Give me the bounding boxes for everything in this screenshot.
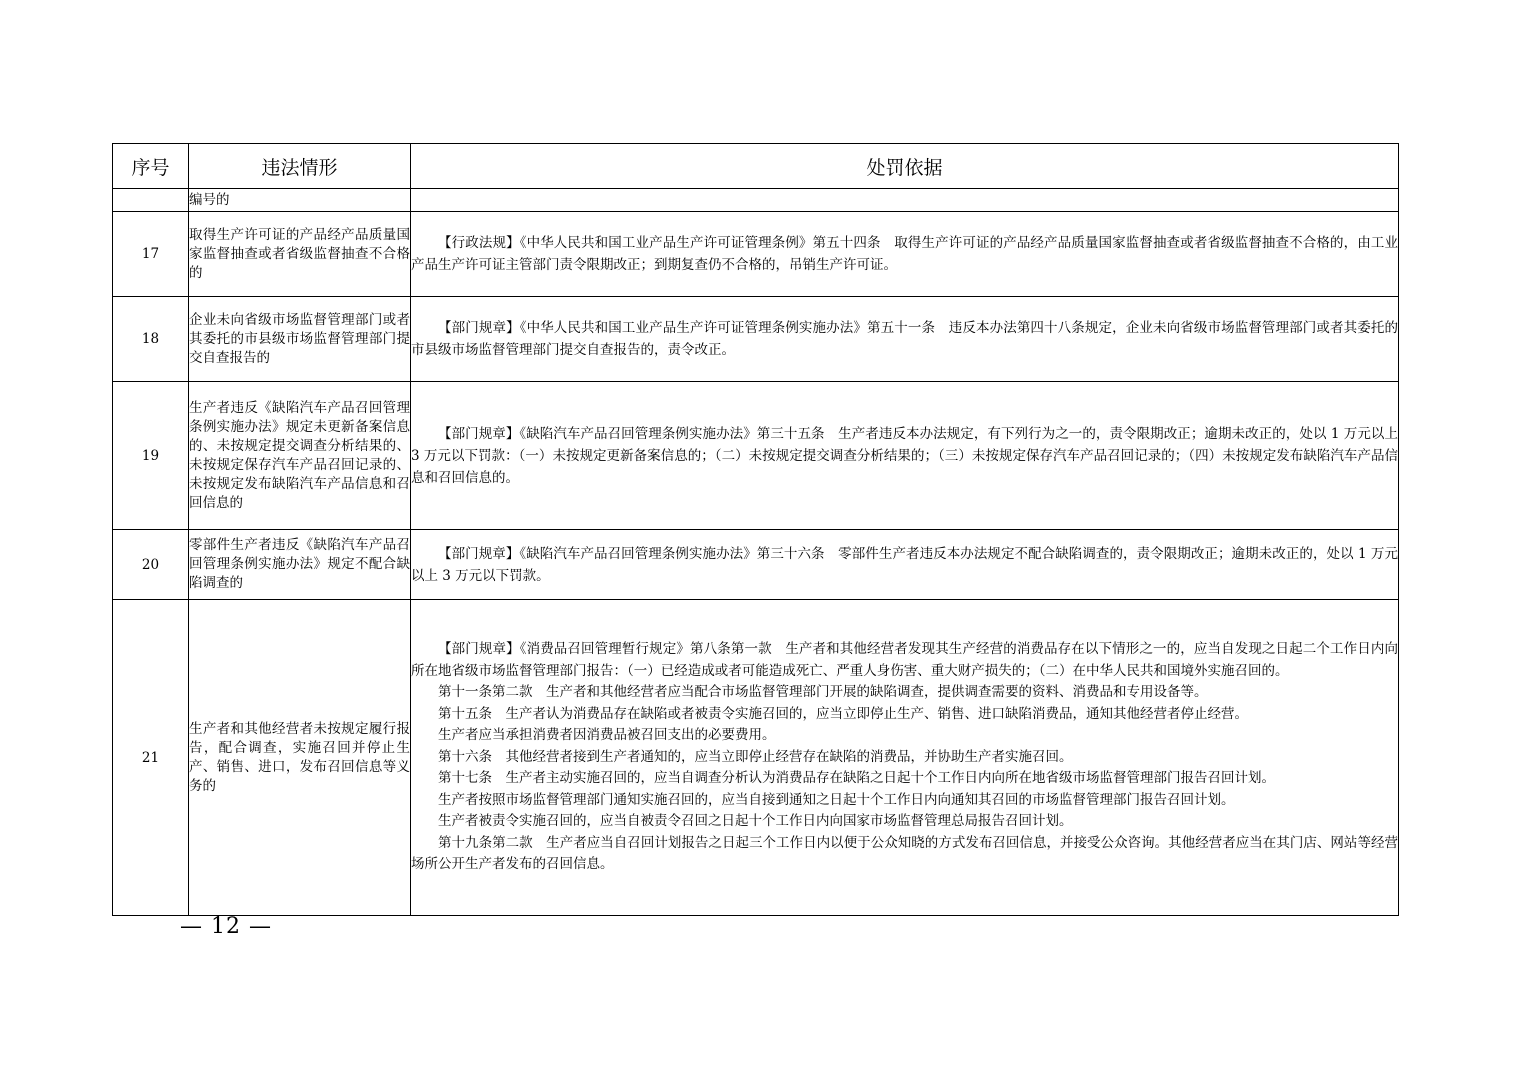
- basis-paragraph: 第十一条第二款 生产者和其他经营者应当配合市场监督管理部门开展的缺陷调查，提供调查需要的资料、消费品和专用设备等。: [438, 684, 1208, 701]
- basis-paragraph: 【部门规章】《中华人民共和国工业产品生产许可证管理条例实施办法》第五十一条 违反本办法第四十八条规定，企业未向省级市场监督管理部门或者其委托的市县级市场监督管理部门提交自查报告的，责令改正。: [411, 320, 1398, 358]
- row-situation: 取得生产许可证的产品经产品质量国家监督抽查或者省级监督抽查不合格的: [189, 212, 411, 297]
- row-situation: 企业未向省级市场监督管理部门或者其委托的市县级市场监督管理部门提交自查报告的: [189, 297, 411, 382]
- row-situation: 零部件生产者违反《缺陷汽车产品召回管理条例实施办法》规定不配合缺陷调查的: [189, 530, 411, 600]
- basis-paragraph: 【部门规章】《消费品召回管理暂行规定》第八条第一款 生产者和其他经营者发现其生产经营的消费品存在以下情形之一的，应当自发现之日起二个工作日内向所在地省级市场监督管理部门报告：（一）已经造成或者可能造成死亡、严重人身伤害、重大财产损失的；（二）在中华人民共和国境外实施召回的。: [411, 641, 1398, 679]
- continued-row: [113, 189, 1399, 212]
- table-row: [113, 530, 1399, 600]
- continued-situation: 编号的: [189, 189, 411, 212]
- table-header-row: [113, 144, 1399, 189]
- row-number: 20: [113, 530, 189, 600]
- table-row: [113, 212, 1399, 297]
- table-row: [113, 382, 1399, 530]
- basis-paragraph: 第十五条 生产者认为消费品存在缺陷或者被责令实施召回的，应当立即停止生产、销售、进口缺陷消费品，通知其他经营者停止经营。: [438, 705, 1248, 722]
- row-basis: [411, 600, 1399, 916]
- row-basis: [411, 212, 1399, 297]
- row-basis: [411, 530, 1399, 600]
- row-situation: 生产者和其他经营者未按规定履行报告，配合调查，实施召回并停止生产、销售、进口，发布召回信息等义务的: [189, 600, 411, 916]
- header-situation: 违法情形: [189, 144, 411, 189]
- continued-num: [113, 189, 189, 212]
- header-seq: 序号: [113, 144, 189, 189]
- basis-paragraph: 第十七条 生产者主动实施召回的，应当自调查分析认为消费品存在缺陷之日起十个工作日内向所在地省级市场监督管理部门报告召回计划。: [438, 770, 1275, 787]
- row-basis: [411, 382, 1399, 530]
- basis-paragraph: 生产者应当承担消费者因消费品被召回支出的必要费用。: [438, 727, 776, 744]
- basis-paragraph: 第十六条 其他经营者接到生产者通知的，应当立即停止经营存在缺陷的消费品，并协助生产者实施召回。: [438, 748, 1073, 765]
- header-basis: 处罚依据: [411, 144, 1399, 189]
- row-number: 18: [113, 297, 189, 382]
- row-number: 19: [113, 382, 189, 530]
- row-situation: 生产者违反《缺陷汽车产品召回管理条例实施办法》规定未更新备案信息的、未按规定提交调查分析结果的、未按规定保存汽车产品召回记录的、未按规定发布缺陷汽车产品信息和召回信息的: [189, 382, 411, 530]
- row-basis: [411, 297, 1399, 382]
- table-row: [113, 600, 1399, 916]
- continued-basis: [411, 189, 1399, 212]
- basis-paragraph: 【行政法规】《中华人民共和国工业产品生产许可证管理条例》第五十四条 取得生产许可证的产品经产品质量国家监督抽查或者省级监督抽查不合格的，由工业产品生产许可证主管部门责令限期改正；到期复查仍不合格的，吊销生产许可证。: [411, 235, 1398, 273]
- table-row: [113, 297, 1399, 382]
- basis-paragraph: 生产者被责令实施召回的，应当自被责令召回之日起十个工作日内向国家市场监督管理总局报告召回计划。: [438, 813, 1073, 830]
- basis-paragraph: 【部门规章】《缺陷汽车产品召回管理条例实施办法》第三十六条 零部件生产者违反本办法规定不配合缺陷调查的，责令限期改正；逾期未改正的，处以 1 万元以上 3 万元以下罚款。: [411, 545, 1398, 584]
- page-number: — 12 —: [180, 914, 272, 939]
- basis-paragraph: 第十九条第二款 生产者应当自召回计划报告之日起三个工作日内以便于公众知晓的方式发布召回信息，并接受公众咨询。其他经营者应当在其门店、网站等经营场所公开生产者发布的召回信息。: [411, 834, 1398, 873]
- row-number: 17: [113, 212, 189, 297]
- basis-paragraph: 生产者按照市场监督管理部门通知实施召回的，应当自接到通知之日起十个工作日内向通知其召回的市场监督管理部门报告召回计划。: [438, 791, 1235, 808]
- row-number: 21: [113, 600, 189, 916]
- basis-paragraph: 【部门规章】《缺陷汽车产品召回管理条例实施办法》第三十五条 生产者违反本办法规定，有下列行为之一的，责令限期改正；逾期未改正的，处以 1 万元以上 3 万元以下罚款：（一）未按规定更新备案信息的；（二）未按规定提交调查分析结果的；（三）未按规定保存汽车产品召回记录的；（四）未按规定发布缺陷汽车产品信息和召回信息的。: [411, 425, 1398, 486]
- penalty-table: [112, 143, 1399, 916]
